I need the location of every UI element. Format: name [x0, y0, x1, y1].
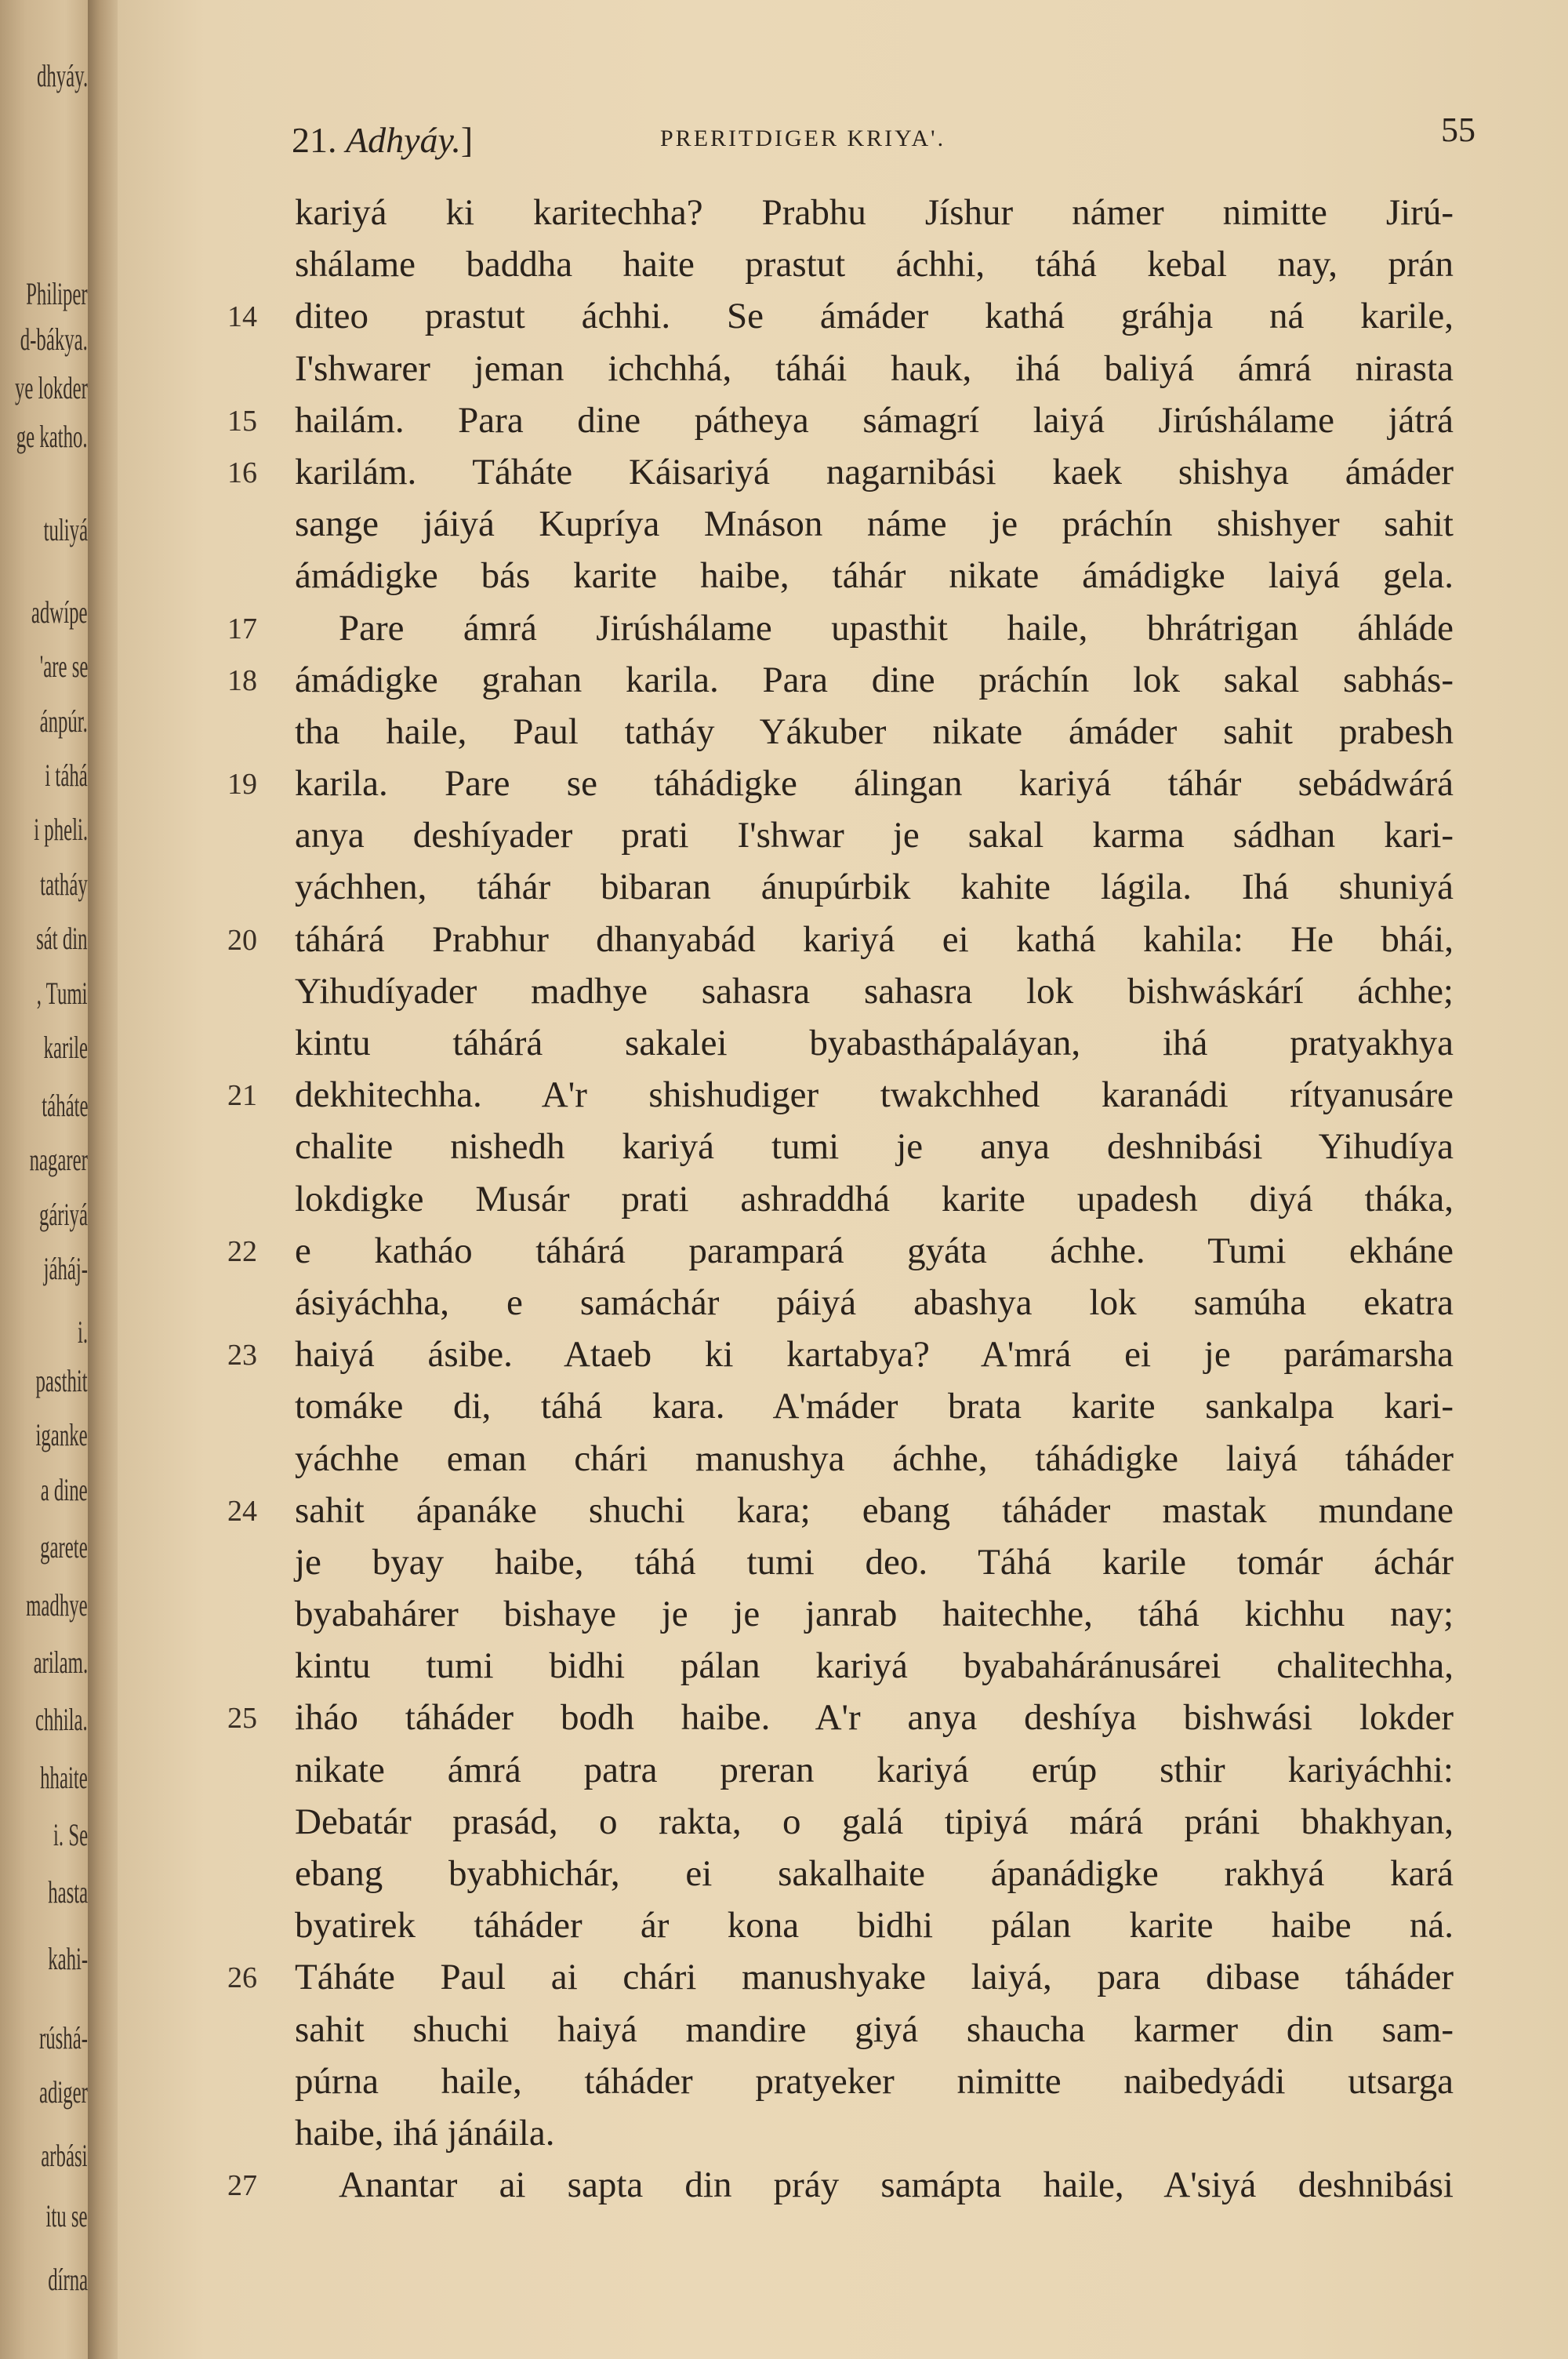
text-line [227, 758, 1454, 809]
line-text: kintu tumi bidhi pálan kariyá byabaháránusárei chalitechha, [295, 1645, 1454, 1687]
line-text: sahit ápanáke shuchi kara; ebang táháder mastak mundane [295, 1489, 1454, 1531]
line-text: je byay haibe, táhá tumi deo. Táhá karile tomár áchár [295, 1541, 1454, 1583]
line-text: Anantar ai sapta din práy samápta haile, A'siyá deshnibási [339, 2165, 1454, 2206]
line-text: tha haile, Paul tatháy Yákuber nikate ámáder sahit prabesh [295, 711, 1454, 752]
line-text: Táháte Paul ai chári manushyake laiyá, para dibase táháder [295, 1957, 1454, 1998]
facing-page-fragment: hhaite [40, 1760, 88, 1795]
line-text: karila. Pare se táhádigke álingan kariyá táhár sebádwárá [295, 763, 1454, 805]
facing-page-fragment: ánpúr. [39, 703, 88, 739]
text-line [295, 1433, 1454, 1485]
verse-number: 14 [227, 300, 257, 334]
facing-page-fragment: i pheli. [34, 812, 88, 847]
facing-page-fragment: pasthit [35, 1363, 88, 1398]
line-text: I'shwarer jeman ichchhá, táhái hauk, ihá baliyá ámrá nirasta [295, 347, 1454, 389]
line-text: lokdigke Musár prati ashraddhá karite upadesh diyá tháka, [295, 1178, 1454, 1219]
text-line [227, 1485, 1454, 1536]
text-line [227, 654, 1454, 706]
text-line [227, 1329, 1454, 1380]
text-line [295, 187, 1454, 238]
text-line [227, 1951, 1454, 2003]
facing-page-fragment: i. Se [53, 1817, 88, 1852]
facing-page-fragment: tuliyá [43, 512, 88, 547]
facing-page-fragment: rúshá- [39, 2020, 88, 2055]
line-text: chalite nishedh kariyá tumi je anya deshnibási Yihudíya [295, 1126, 1454, 1168]
line-text: púrna haile, táháder pratyeker nimitte naibedyádi utsarga [295, 2060, 1454, 2102]
text-line [295, 965, 1454, 1017]
text-line [227, 290, 1454, 342]
facing-page-fragment: karile [43, 1030, 88, 1065]
text-line [227, 602, 1454, 654]
running-title: PRERITDIGER KRIYA'. [660, 125, 946, 151]
line-text: táhárá Prabhur dhanyabád kariyá ei kathá kahila: He bhái, [295, 918, 1454, 960]
text-line [295, 1848, 1454, 1899]
line-text: nikate ámrá patra preran kariyá erúp sthir kariyáchhi: [295, 1749, 1454, 1790]
facing-page-fragment: itu se [45, 2198, 88, 2234]
facing-page-fragment: táháte [41, 1088, 88, 1123]
text-line [295, 809, 1454, 861]
line-text: anya deshíyader prati I'shwar je sakal karma sádhan kari- [295, 815, 1454, 856]
line-text: hailám. Para dine pátheya sámagrí laiyá Jirúshálame játrá [295, 399, 1454, 441]
facing-page-fragment: tatháy [40, 867, 88, 902]
text-line [227, 1069, 1454, 1121]
line-text: haiyá ásibe. Ataeb ki kartabya? A'mrá ei je parámarsha [295, 1334, 1454, 1376]
line-text: Debatár prasád, o rakta, o galá tipiyá márá práni bhakhyan, [295, 1801, 1454, 1842]
line-text: iháo táháder bodh haibe. A'r anya deshíya bishwási lokder [295, 1697, 1454, 1739]
line-text: yáchhe eman chári manushya áchhe, táhádigke laiyá táháder [295, 1438, 1454, 1479]
facing-page-fragment: ye lokder [15, 370, 88, 405]
facing-page-fragment: i táhá [45, 758, 88, 793]
facing-page-fragment: dhyáy. [36, 58, 88, 93]
line-text: tomáke di, táhá kara. A'máder brata karite sankalpa kari- [295, 1386, 1454, 1427]
facing-page-fragment: nagarer [29, 1142, 88, 1177]
facing-page-fragment: chhila. [35, 1702, 88, 1737]
text-line [227, 914, 1454, 965]
verse-number: 17 [227, 612, 257, 645]
verse-number: 20 [227, 923, 257, 957]
text-line [295, 2004, 1454, 2055]
facing-page-fragment: sát din [36, 921, 88, 956]
line-text: karilám. Táháte Káisariyá nagarnibási kaek shishya ámáder [295, 451, 1454, 493]
text-line [295, 1744, 1454, 1796]
line-text: sahit shuchi haiyá mandire giyá shaucha karmer din sam- [295, 2008, 1454, 2050]
text-line [295, 1536, 1454, 1588]
line-text: diteo prastut áchhi. Se ámáder kathá gráhja ná karile, [295, 296, 1454, 337]
verse-number: 22 [227, 1234, 257, 1268]
line-text: byabahárer bishaye je je janrab haitechhe, táhá kichhu nay; [295, 1594, 1454, 1635]
verse-number: 27 [227, 2169, 257, 2203]
verse-number: 18 [227, 663, 257, 697]
verse-number: 26 [227, 1961, 257, 1995]
text-line [295, 1017, 1454, 1069]
text-line [295, 1173, 1454, 1225]
text-line [295, 1277, 1454, 1329]
facing-page-fragment: jáháj- [43, 1251, 88, 1286]
facing-page-fragment: 'are se [39, 649, 88, 684]
text-line [295, 498, 1454, 550]
line-text: ásiyáchha, e samáchár páiyá abashya lok samúha ekatra [295, 1281, 1454, 1323]
text-line [295, 1899, 1454, 1951]
text-line [295, 1380, 1454, 1432]
line-text: yáchhen, táhár bibaran ánupúrbik kahite lágila. Ihá shuniyá [295, 867, 1454, 908]
line-text: shálame baddha haite prastut áchhi, táhá kebal nay, prán [295, 244, 1454, 285]
verse-number: 16 [227, 456, 257, 489]
chapter-heading [292, 119, 473, 161]
verse-number: 19 [227, 768, 257, 801]
text-line [295, 2055, 1454, 2107]
verse-number: 21 [227, 1079, 257, 1113]
text-line [295, 1588, 1454, 1640]
text-line [227, 1225, 1454, 1277]
chapter-bracket: ] [460, 120, 474, 160]
facing-page-fragment: gáriyá [39, 1197, 88, 1232]
verse-number: 15 [227, 404, 257, 438]
facing-page-fragment: arilam. [33, 1645, 88, 1680]
facing-page-fragment: arbási [41, 2138, 88, 2173]
facing-page-fragment: adwípe [31, 594, 88, 630]
facing-page-strip [0, 0, 93, 2359]
chapter-title: Adhyáy. [346, 120, 461, 160]
line-text: kintu táhárá sakalei byabasthápaláyan, ihá pratyakhya [295, 1023, 1454, 1063]
text-line [295, 1121, 1454, 1172]
facing-page-fragment: adiger [39, 2074, 88, 2110]
facing-page-fragment: d-bákya. [20, 322, 88, 357]
line-text: haibe, ihá jánáila. [295, 2112, 555, 2154]
line-text: sange jáiyá Kupríya Mnáson náme je práchín shishyer sahit [295, 503, 1454, 545]
text-line [295, 343, 1454, 394]
facing-page-fragment: a dine [41, 1472, 88, 1507]
facing-page-fragment: iganke [35, 1417, 88, 1452]
text-line [295, 1640, 1454, 1692]
facing-page-fragment: Philiper [26, 276, 88, 311]
text-line [295, 2107, 1454, 2159]
body-text [227, 187, 1454, 2211]
line-text: ámádigke bás karite haibe, táhár nikate ámádigke laiyá gela. [295, 555, 1454, 597]
facing-page-fragment: garete [40, 1529, 88, 1565]
facing-page-fragment: dírna [48, 2262, 88, 2297]
facing-page-fragment: , Tumi [37, 976, 88, 1011]
text-line [295, 1796, 1454, 1848]
facing-page-fragment: kahi- [48, 1941, 88, 1976]
facing-page-fragment: hasta [48, 1874, 88, 1910]
text-line [295, 861, 1454, 913]
verse-number: 25 [227, 1702, 257, 1736]
line-text: kariyá ki karitechha? Prabhu Jíshur námer nimitte Jirú- [295, 192, 1454, 233]
line-text: dekhitechha. A'r shishudiger twakchhed karanádi rítyanusáre [295, 1074, 1454, 1116]
line-text: byatirek táháder ár kona bidhi pálan karite haibe ná. [295, 1905, 1454, 1946]
facing-page-fragment: i. [77, 1314, 88, 1350]
line-text: Pare ámrá Jirúshálame upasthit haile, bhrátrigan áhláde [339, 607, 1454, 649]
text-line [227, 2159, 1454, 2211]
page-number: 55 [1441, 111, 1475, 149]
verse-number: 24 [227, 1494, 257, 1528]
text-line [295, 550, 1454, 602]
facing-page-fragment: ge katho. [16, 419, 88, 454]
line-text: Yihudíyader madhye sahasra sahasra lok bishwáskárí áchhe; [295, 970, 1454, 1012]
line-text: ámádigke grahan karila. Para dine práchín lok sakal sabhás- [295, 659, 1454, 700]
line-text: ebang byabhichár, ei sakalhaite ápanádigke rakhyá kará [295, 1853, 1454, 1894]
chapter-number: 21. [292, 120, 337, 160]
text-line [295, 238, 1454, 290]
main-page [118, 0, 1568, 2359]
text-line [227, 394, 1454, 446]
verse-number: 23 [227, 1339, 257, 1372]
text-line [227, 446, 1454, 498]
text-line [227, 1692, 1454, 1743]
text-line [295, 706, 1454, 758]
line-text: e katháo táhárá parampará gyáta áchhe. Tumi ekháne [295, 1230, 1454, 1271]
facing-page-fragment: madhye [26, 1587, 88, 1623]
